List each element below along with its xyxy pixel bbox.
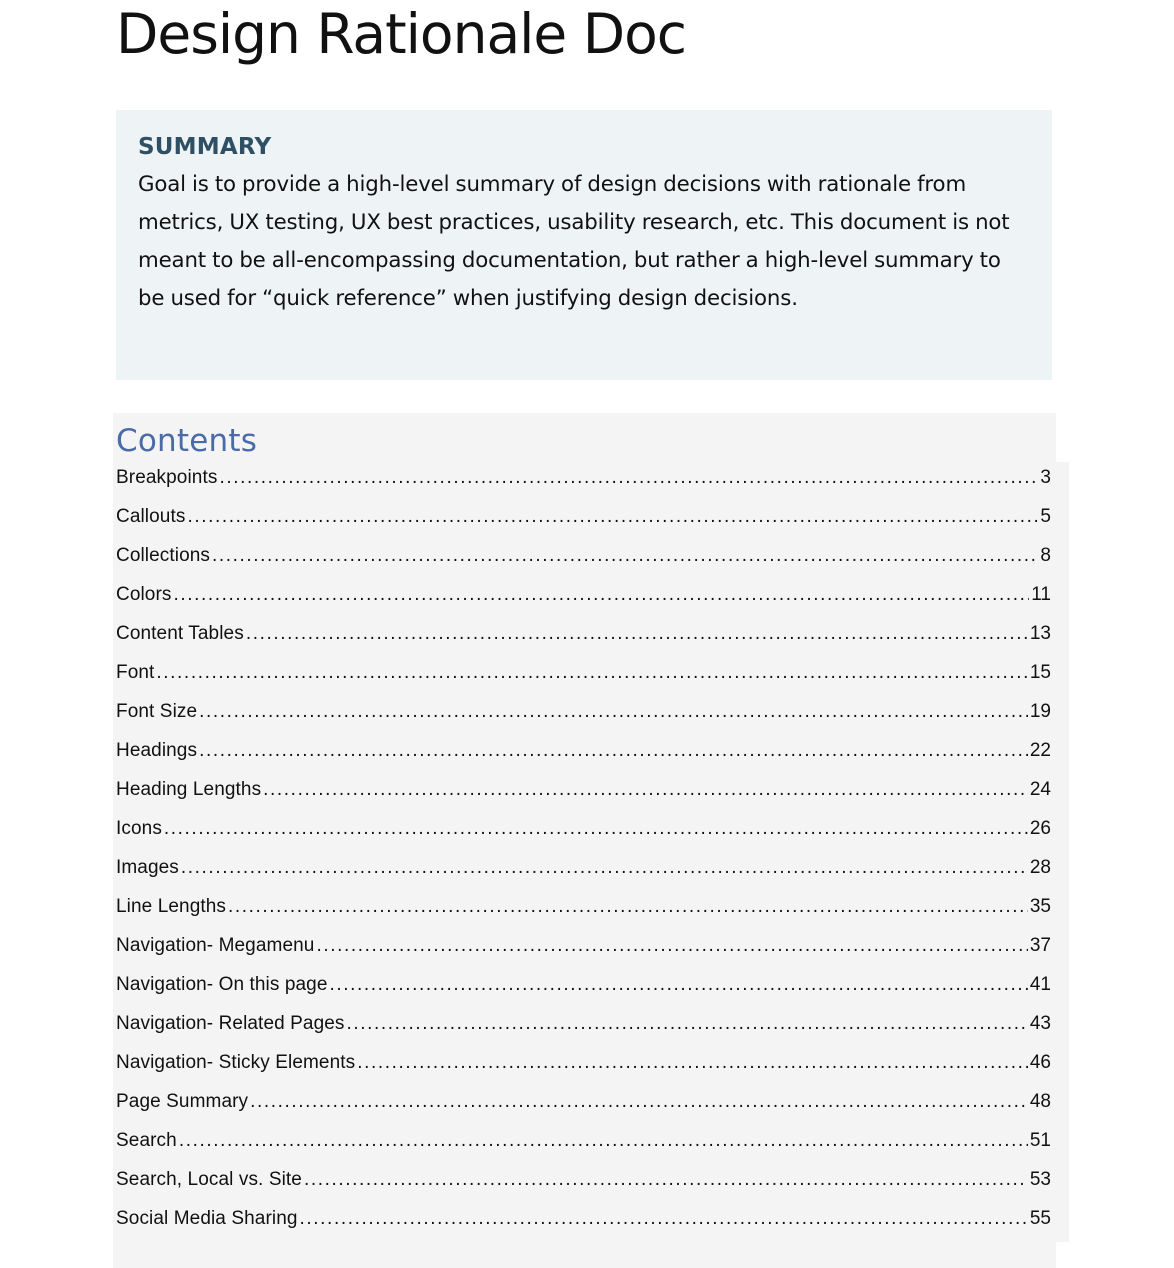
toc-entry-page-number[interactable]: 24 bbox=[1029, 779, 1051, 800]
toc-entry-page-number[interactable]: 53 bbox=[1029, 1169, 1051, 1190]
toc-dot-leader bbox=[300, 1199, 1028, 1238]
toc-entry[interactable] bbox=[116, 692, 1051, 731]
toc-entry-label[interactable]: Navigation- Sticky Elements bbox=[116, 1052, 356, 1073]
toc-entry-page-number[interactable]: 26 bbox=[1029, 818, 1051, 839]
toc-entry[interactable] bbox=[116, 1160, 1051, 1199]
toc-entry-page-number[interactable]: 55 bbox=[1029, 1208, 1051, 1229]
summary-callout bbox=[116, 110, 1052, 380]
toc-entry-label[interactable]: Search, Local vs. Site bbox=[116, 1169, 302, 1190]
summary-heading: SUMMARY bbox=[138, 134, 272, 160]
toc-entry[interactable] bbox=[116, 848, 1051, 887]
toc-entry[interactable] bbox=[116, 1121, 1051, 1160]
summary-body: Goal is to provide a high-level summary of design decisions with rationale from metrics, UX testing, UX best practices, usability research, etc. This document is not meant to be all-encompassing documentation, but rather a high-level summary to be used for “quick reference” when justifying design decisions. bbox=[138, 172, 1010, 311]
toc-dot-leader bbox=[246, 614, 1028, 653]
toc-entry-label[interactable]: Icons bbox=[116, 818, 162, 839]
toc-entry[interactable] bbox=[116, 1043, 1051, 1082]
document-title: Design Rationale Doc bbox=[116, 2, 686, 66]
toc-entry[interactable] bbox=[116, 653, 1051, 692]
toc-entry[interactable] bbox=[116, 809, 1051, 848]
toc-entry-page-number[interactable]: 19 bbox=[1029, 701, 1051, 722]
toc-entry-page-number[interactable]: 3 bbox=[1040, 467, 1051, 488]
toc-entry-label[interactable]: Search bbox=[116, 1130, 177, 1151]
toc-dot-leader bbox=[357, 1043, 1028, 1082]
toc-entry-label[interactable]: Page Summary bbox=[116, 1091, 249, 1112]
contents-background-extension bbox=[1056, 462, 1069, 1242]
toc-entry-page-number[interactable]: 46 bbox=[1029, 1052, 1051, 1073]
toc-entry-page-number[interactable]: 51 bbox=[1029, 1130, 1051, 1151]
toc-entry-page-number[interactable]: 35 bbox=[1029, 896, 1051, 917]
toc-entry-label[interactable]: Headings bbox=[116, 740, 198, 761]
toc-dot-leader bbox=[199, 692, 1028, 731]
toc-entry-label[interactable]: Heading Lengths bbox=[116, 779, 262, 800]
toc-dot-leader bbox=[316, 926, 1027, 965]
toc-entry-label[interactable]: Collections bbox=[116, 545, 211, 566]
toc-entry-page-number[interactable]: 28 bbox=[1029, 857, 1051, 878]
toc-entry-label[interactable]: Font Size bbox=[116, 701, 198, 722]
toc-entry[interactable] bbox=[116, 575, 1051, 614]
toc-entry-page-number[interactable]: 41 bbox=[1029, 974, 1051, 995]
toc-entry-page-number[interactable]: 43 bbox=[1029, 1013, 1051, 1034]
toc-entry-label[interactable]: Callouts bbox=[116, 506, 186, 527]
toc-dot-leader bbox=[164, 809, 1028, 848]
toc-dot-leader bbox=[212, 536, 1038, 575]
toc-entry[interactable] bbox=[116, 731, 1051, 770]
toc-entry-page-number[interactable]: 15 bbox=[1029, 662, 1051, 683]
toc-entry[interactable] bbox=[116, 497, 1051, 536]
toc-entry-label[interactable]: Content Tables bbox=[116, 623, 244, 644]
toc-dot-leader bbox=[181, 848, 1028, 887]
toc-entry-label[interactable]: Colors bbox=[116, 584, 172, 605]
toc-dot-leader bbox=[330, 965, 1028, 1004]
contents-heading: Contents bbox=[116, 423, 258, 459]
toc-entry[interactable] bbox=[116, 614, 1051, 653]
toc-dot-leader bbox=[263, 770, 1028, 809]
toc-dot-leader bbox=[187, 497, 1038, 536]
toc-entry-page-number[interactable]: 13 bbox=[1029, 623, 1051, 644]
toc-dot-leader bbox=[219, 458, 1038, 497]
toc-entry[interactable] bbox=[116, 770, 1051, 809]
toc-entry[interactable] bbox=[116, 536, 1051, 575]
toc-entry-label[interactable]: Navigation- Megamenu bbox=[116, 935, 315, 956]
toc-entry-page-number[interactable]: 5 bbox=[1040, 506, 1051, 527]
toc-entry-page-number[interactable]: 48 bbox=[1029, 1091, 1051, 1112]
toc-dot-leader bbox=[174, 575, 1030, 614]
toc-entry[interactable] bbox=[116, 926, 1051, 965]
toc-entry[interactable] bbox=[116, 965, 1051, 1004]
toc-entry-page-number[interactable]: 22 bbox=[1029, 740, 1051, 761]
toc-entry-page-number[interactable]: 37 bbox=[1029, 935, 1051, 956]
toc-entry-label[interactable]: Images bbox=[116, 857, 179, 878]
toc-entry[interactable] bbox=[116, 458, 1051, 497]
toc-entry[interactable] bbox=[116, 1199, 1051, 1238]
toc-entry[interactable] bbox=[116, 887, 1051, 926]
toc-entry[interactable] bbox=[116, 1004, 1051, 1043]
toc-dot-leader bbox=[304, 1160, 1028, 1199]
toc-dot-leader bbox=[347, 1004, 1028, 1043]
toc-dot-leader bbox=[228, 887, 1028, 926]
toc-dot-leader bbox=[250, 1082, 1028, 1121]
toc-dot-leader bbox=[156, 653, 1027, 692]
toc-entry-label[interactable]: Font bbox=[116, 662, 155, 683]
toc-entry-label[interactable]: Social Media Sharing bbox=[116, 1208, 298, 1229]
table-of-contents bbox=[116, 458, 1051, 1238]
toc-entry-label[interactable]: Navigation- On this page bbox=[116, 974, 328, 995]
toc-dot-leader bbox=[179, 1121, 1028, 1160]
toc-entry[interactable] bbox=[116, 1082, 1051, 1121]
toc-entry-page-number[interactable]: 8 bbox=[1040, 545, 1051, 566]
toc-dot-leader bbox=[199, 731, 1028, 770]
toc-entry-label[interactable]: Navigation- Related Pages bbox=[116, 1013, 345, 1034]
toc-entry-label[interactable]: Breakpoints bbox=[116, 467, 218, 488]
toc-entry-label[interactable]: Line Lengths bbox=[116, 896, 227, 917]
toc-entry-page-number[interactable]: 11 bbox=[1031, 584, 1051, 605]
